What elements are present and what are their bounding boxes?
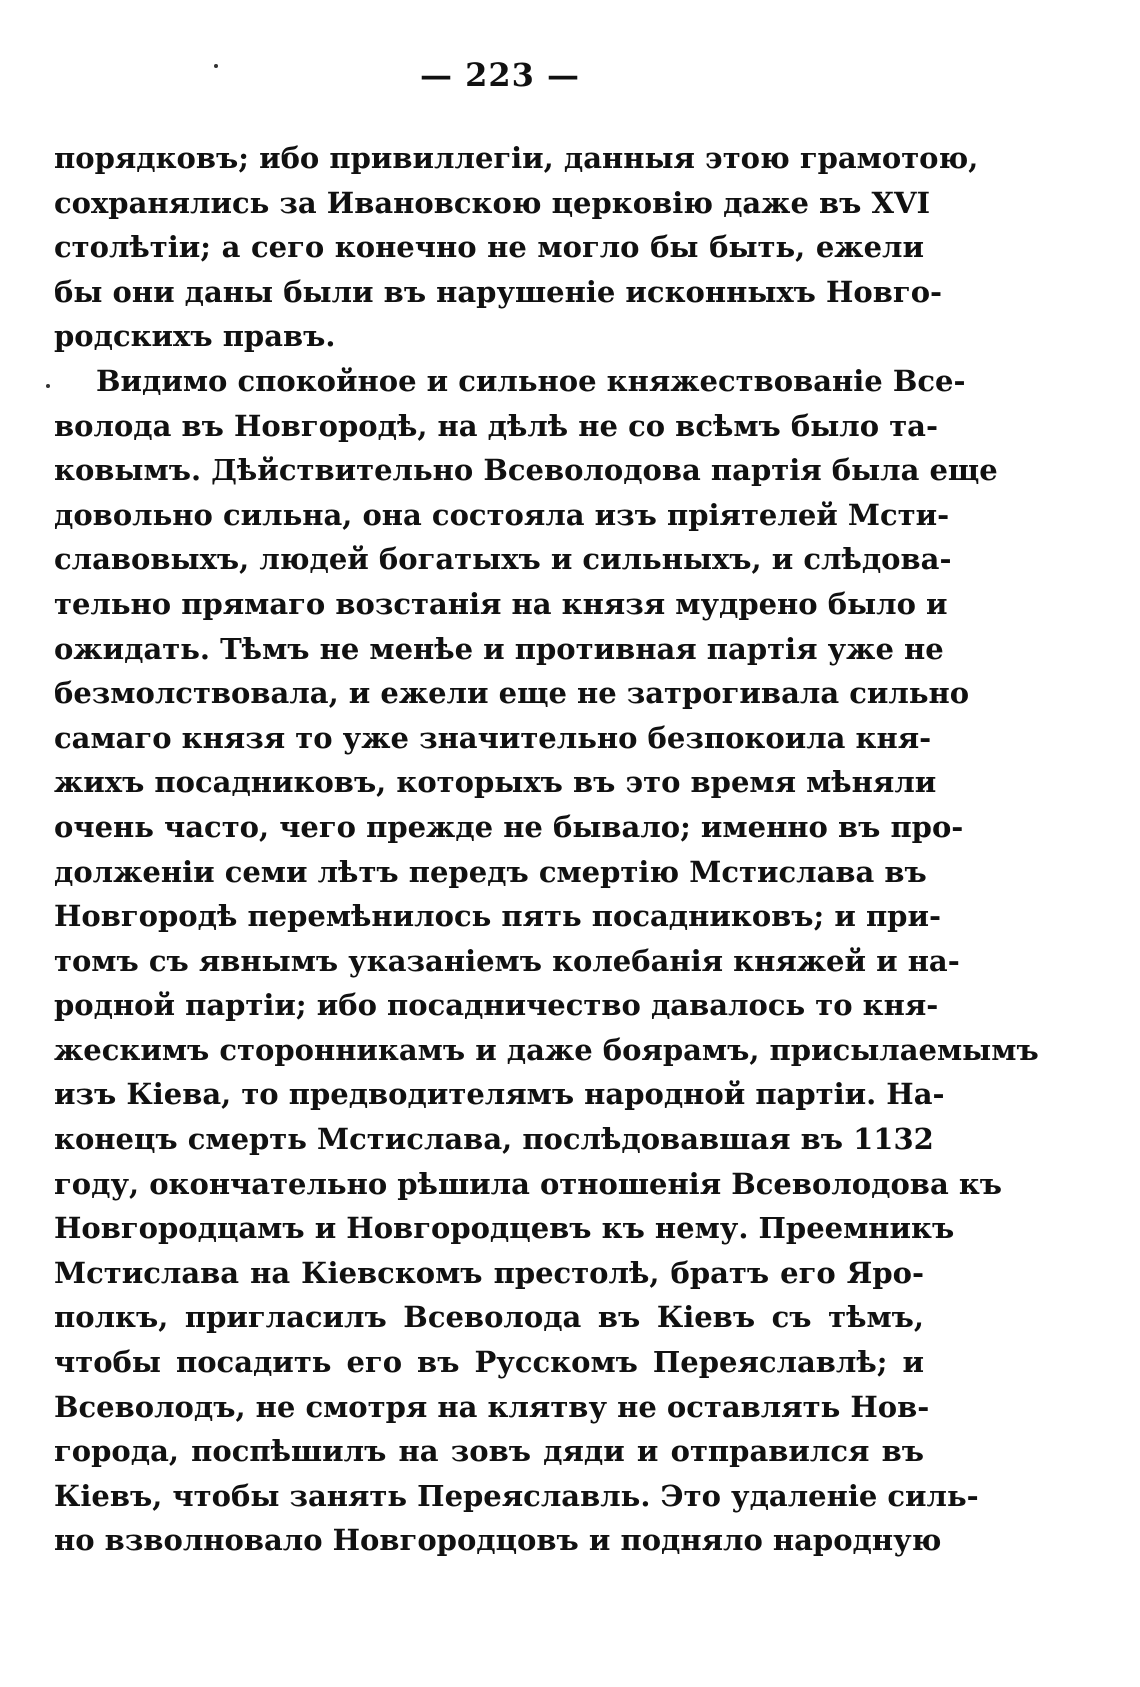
text-line: Видимо спокойное и сильное княжествованіе Все- (96, 363, 966, 398)
text-line: но взволновало Новгородцовъ и подняло народную (54, 1523, 942, 1558)
text-line: довольно сильна, она состояла изъ пріятелей Мсти- (54, 497, 950, 532)
text-line: порядковъ; ибо привиллегіи, данныя этою грамотою, (54, 141, 979, 175)
print-speck (46, 384, 50, 388)
text-line: сохранялись за Ивановскою церковію даже въ XVI (54, 185, 931, 220)
text-line: столѣтіи; а сего конечно не могло бы быть, ежели (54, 230, 924, 265)
text-line: тельно прямаго возстанія на князя мудрено было и (54, 586, 948, 621)
text-line: родной партіи; ибо посадничество давалось то кня- (54, 988, 939, 1023)
text-line: Новгородцамъ и Новгородцевъ къ нему. Преемникъ (54, 1211, 955, 1246)
text-line: томъ съ явнымъ указаніемъ колебанія княжей и на- (54, 943, 960, 978)
text-line: году, окончательно рѣшила отношенія Всеволодова къ (54, 1166, 1003, 1201)
text-line: славовыхъ, людей богатыхъ и сильныхъ, и слѣдова- (54, 542, 952, 577)
text-line: конецъ смерть Мстислава, послѣдовавшая въ 1132 (54, 1122, 934, 1157)
text-line: чтобы посадить его въ Русскомъ Переяславлѣ; и (54, 1345, 924, 1380)
text-line: полкъ, пригласилъ Всеволода въ Кіевъ съ тѣмъ, (54, 1300, 924, 1335)
text-line: самаго князя то уже значительно безпокоила кня- (54, 720, 932, 755)
page-number: — 223 — (419, 56, 581, 94)
text-line: изъ Кіева, то предводителямъ народной партіи. На- (54, 1077, 945, 1112)
text-line: очень часто, чего прежде не бывало; именно въ про- (54, 809, 964, 844)
body-text (54, 136, 1039, 1563)
text-line: бы они даны были въ нарушеніе исконныхъ Новго- (54, 274, 943, 309)
text-line: Новгородѣ перемѣнилось пять посадниковъ; и при- (54, 899, 942, 934)
text-line: безмолствовала, и ежели еще не затрогивала сильно (54, 676, 970, 711)
text-line: жихъ посадниковъ, которыхъ въ это время мѣняли (54, 765, 937, 800)
text-line: ожидать. Тѣмъ не менѣе и противная партія уже не (54, 631, 944, 666)
text-line: жескимъ сторонникамъ и даже боярамъ, присылаемымъ (54, 1032, 1039, 1067)
print-speck (214, 64, 218, 68)
text-line: ковымъ. Дѣйствительно Всеволодова партія была еще (54, 453, 998, 488)
text-line: города, поспѣшилъ на зовъ дяди и отправился въ (54, 1434, 924, 1469)
text-line: родскихъ правъ. (54, 319, 336, 354)
text-line: Всеволодъ, не смотря на клятву не оставлять Нов- (54, 1389, 930, 1424)
text-line: волода въ Новгородѣ, на дѣлѣ не со всѣмъ было та- (54, 408, 938, 443)
text-line: долженіи семи лѣтъ передъ смертію Мстислава въ (54, 854, 927, 889)
text-line: Мстислава на Кіевскомъ престолѣ, братъ его Яро- (54, 1255, 924, 1290)
text-line: Кіевъ, чтобы занять Переяславль. Это удаленіе силь- (54, 1478, 979, 1513)
